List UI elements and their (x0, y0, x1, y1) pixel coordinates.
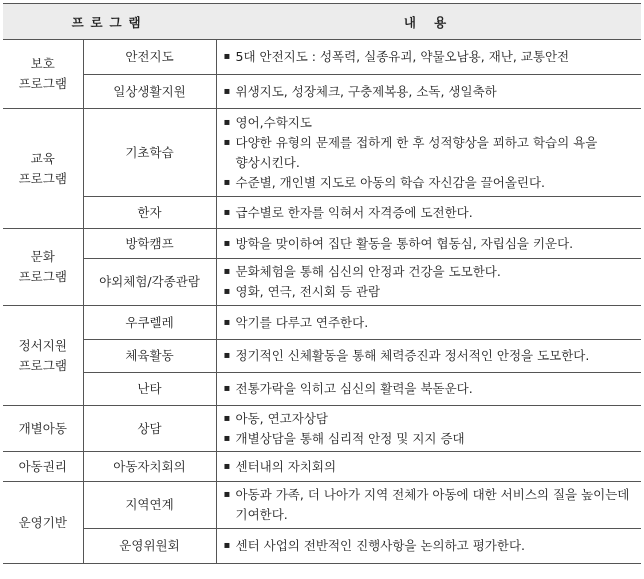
program-cell: 상담 (83, 406, 216, 452)
category-label: 문화 (30, 249, 55, 264)
bullet-icon: ▪ (223, 460, 231, 472)
table-row (3, 40, 641, 75)
content-cell (216, 340, 641, 373)
bullet-icon: ▪ (223, 266, 231, 277)
bullet-icon: ▪ (223, 51, 231, 62)
content-cell (216, 229, 641, 259)
program-cell: 방학캠프 (83, 229, 216, 259)
content-cell (216, 306, 641, 340)
bullet-icon: ▪ (223, 85, 231, 97)
bullet-icon: ▪ (223, 432, 231, 444)
header-program: 프로그램 (3, 4, 216, 40)
category-label: 프로그램 (18, 170, 67, 186)
category-cell (3, 40, 83, 109)
bullet-icon: ▪ (223, 316, 231, 328)
content-item: ▪ 정기적인 신체활동을 통해 체력증진과 정서적인 안정을 도모한다. (224, 346, 634, 366)
category-label: 아동권리 (18, 458, 67, 474)
category-cell (3, 406, 83, 452)
content-item: ▪ 센터 사업의 전반적인 진행사항을 논의하고 평가한다. (224, 536, 634, 556)
program-cell: 우쿠렐레 (83, 306, 216, 340)
bullet-icon: ▪ (223, 350, 231, 361)
program-cell: 일상생활지원 (83, 75, 216, 109)
table-row (3, 406, 641, 452)
program-cell: 난타 (83, 373, 216, 406)
content-cell (216, 109, 641, 197)
category-label: 운영기반 (18, 514, 67, 530)
program-cell: 한자 (83, 197, 216, 229)
table-header-row (3, 4, 641, 40)
content-item: ▪ 센터내의 자치회의 (224, 457, 634, 477)
program-cell: 체육활동 (83, 340, 216, 373)
content-item: ▪ 급수별로 한자를 익혀서 자격증에 도전한다. (224, 203, 634, 223)
content-item: ▪ 문화체험을 통해 심신의 안정과 건강을 도모한다. (224, 262, 634, 282)
content-item: ▪ 5대 안전지도 : 성폭력, 실종유괴, 약물오남용, 재난, 교통안전 (224, 47, 634, 67)
content-item: ▪ 다양한 유형의 문제를 접하게 한 후 성적향상을 꾀하고 학습의 욕을 향상시킨다. (223, 134, 598, 170)
content-cell (216, 482, 641, 529)
content-item: ▪ 아동, 연고자상담 (224, 409, 634, 429)
content-item: ▪ 위생지도, 성장체크, 구충제복용, 소독, 생일축하 (224, 82, 634, 102)
table-row (3, 373, 641, 406)
table-row (3, 529, 641, 564)
table-row (3, 109, 641, 197)
table-row (3, 482, 641, 529)
table-row (3, 306, 641, 340)
bullet-icon: ▪ (223, 383, 231, 394)
content-cell (216, 40, 641, 75)
category-label: 정서지원 (18, 337, 67, 353)
content-cell (216, 259, 641, 306)
program-table (3, 3, 641, 564)
header-content: 내 용 (216, 4, 641, 40)
content-item: ▪ 개별상담을 통해 심리적 안정 및 지지 증대 (224, 429, 634, 449)
content-cell (216, 406, 641, 452)
table-row (3, 340, 641, 373)
content-item: ▪ 방학을 맞이하여 집단 활동을 통하여 협동심, 자립심을 키운다. (224, 234, 634, 254)
program-cell: 안전지도 (83, 40, 216, 75)
table-row (3, 197, 641, 229)
bullet-icon: ▪ (223, 489, 231, 500)
category-cell (3, 306, 83, 406)
bullet-icon: ▪ (223, 286, 231, 297)
category-label: 프로그램 (18, 76, 67, 91)
table-row (3, 75, 641, 109)
table-row (3, 452, 641, 482)
program-table-container (3, 3, 641, 564)
bullet-icon: ▪ (223, 412, 231, 424)
program-cell: 운영위원회 (83, 529, 216, 564)
bullet-icon: ▪ (223, 206, 231, 218)
category-cell (3, 482, 83, 564)
category-label: 프로그램 (18, 269, 67, 284)
category-cell (3, 452, 83, 482)
content-item: ▪ 수준별, 개인별 지도로 아동의 학습 자신감을 끌어올린다. (224, 173, 634, 193)
content-item: ▪ 영어,수학지도 (224, 113, 634, 133)
table-row (3, 229, 641, 259)
bullet-icon: ▪ (223, 237, 231, 249)
category-cell (3, 229, 83, 306)
content-cell (216, 452, 641, 482)
program-cell: 아동자치회의 (83, 452, 216, 482)
content-item: ▪ 악기를 다루고 연주한다. (224, 313, 634, 333)
content-cell (216, 197, 641, 229)
program-cell: 지역연계 (83, 482, 216, 529)
category-label: 교육 (30, 150, 55, 166)
content-item: ▪ 아동과 가족, 더 나아가 지역 전체가 아동에 대한 서비스의 질을 높이는데 기여한다. (223, 487, 630, 522)
category-cell (3, 109, 83, 229)
bullet-icon: ▪ (223, 136, 231, 148)
table-row (3, 259, 641, 306)
program-cell: 기초학습 (83, 109, 216, 197)
content-cell (216, 75, 641, 109)
bullet-icon: ▪ (223, 540, 231, 551)
content-item: ▪ 영화, 연극, 전시회 등 관람 (224, 282, 634, 302)
category-label: 개별아동 (18, 420, 67, 436)
content-cell (216, 373, 641, 406)
content-item: ▪ 전통가락을 익히고 심신의 활력을 북돋운다. (224, 379, 634, 399)
bullet-icon: ▪ (223, 176, 231, 188)
program-cell: 야외체험/각종관람 (83, 259, 216, 306)
category-label: 프로그램 (18, 357, 67, 373)
category-label: 보호 (30, 56, 55, 71)
content-cell (216, 529, 641, 564)
bullet-icon: ▪ (223, 116, 231, 128)
